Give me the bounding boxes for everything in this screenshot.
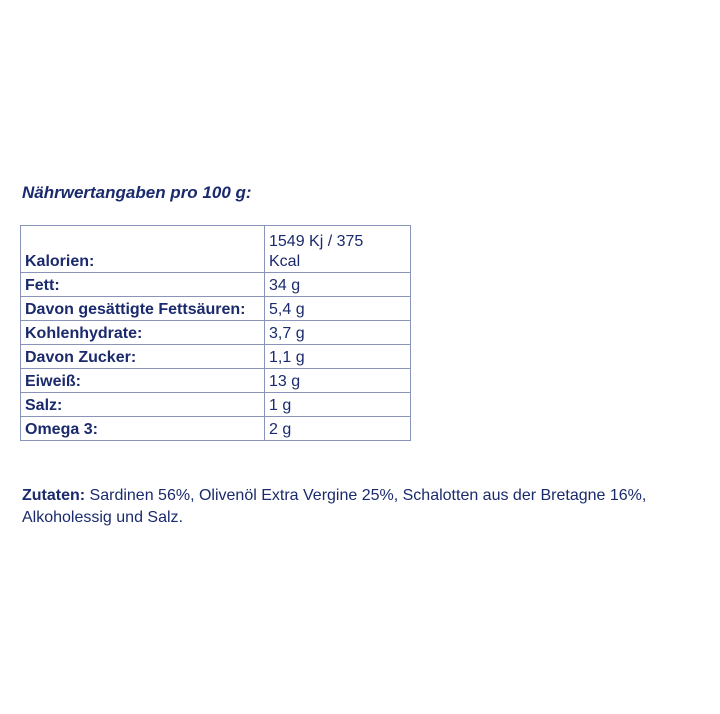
ingredients-label: Zutaten: bbox=[22, 487, 86, 504]
row-value: 3,7 g bbox=[265, 321, 411, 345]
table-row bbox=[21, 369, 411, 393]
row-label: Kalorien: bbox=[21, 226, 265, 273]
row-value: 1,1 g bbox=[265, 345, 411, 369]
row-label: Salz: bbox=[21, 393, 265, 417]
table-row bbox=[21, 417, 411, 441]
table-row bbox=[21, 226, 411, 273]
row-value-line: 1549 Kj / 375 bbox=[269, 233, 364, 250]
row-value: 34 g bbox=[265, 273, 411, 297]
table-row bbox=[21, 393, 411, 417]
row-value bbox=[265, 226, 411, 273]
row-value: 5,4 g bbox=[265, 297, 411, 321]
ingredients-paragraph bbox=[22, 485, 712, 529]
table-row bbox=[21, 345, 411, 369]
nutrition-table bbox=[20, 225, 411, 441]
table-row bbox=[21, 321, 411, 345]
ingredients-text: Sardinen 56%, Olivenöl Extra Vergine 25%, Schalotten aus der Bretagne 16%, Alkoholessig und Salz. bbox=[22, 487, 647, 526]
nutrition-heading: Nährwertangaben pro 100 g: bbox=[22, 183, 252, 202]
row-label: Eiweiß: bbox=[21, 369, 265, 393]
row-value: 13 g bbox=[265, 369, 411, 393]
row-value: 1 g bbox=[265, 393, 411, 417]
row-label: Fett: bbox=[21, 273, 265, 297]
row-label: Davon Zucker: bbox=[21, 345, 265, 369]
row-value-line: Kcal bbox=[269, 253, 301, 270]
row-label: Kohlenhydrate: bbox=[21, 321, 265, 345]
row-value: 2 g bbox=[265, 417, 411, 441]
row-label: Davon gesättigte Fettsäuren: bbox=[21, 297, 265, 321]
row-label: Omega 3: bbox=[21, 417, 265, 441]
table-row bbox=[21, 273, 411, 297]
table-row bbox=[21, 297, 411, 321]
